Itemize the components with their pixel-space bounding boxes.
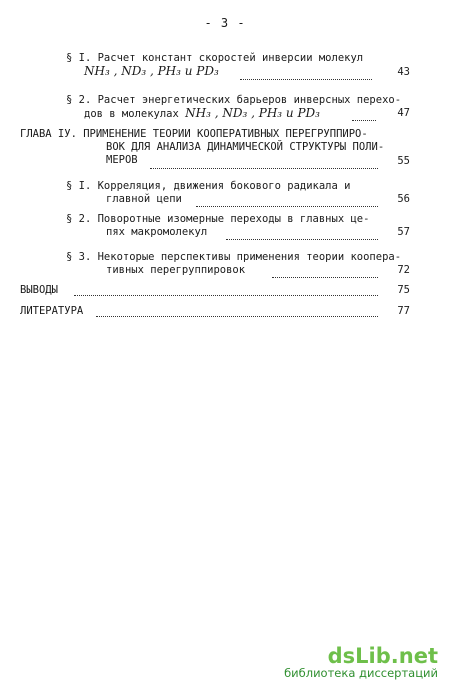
toc-entry-text: § 2. Поворотные изомерные переходы в главных це- [66,213,370,225]
toc-entry-text: § 2. Расчет энергетических барьеров инверсных перехо- [66,94,402,106]
toc-page-number: 56 [397,193,410,205]
toc-page-number: 57 [397,226,410,238]
toc-leader-dots [240,71,372,80]
toc-leader-dots [196,198,378,207]
toc-entry-formula: NH₃ , ND₃ , PH₃ и PD₃ [185,106,320,120]
toc-page-number: 77 [397,305,410,317]
toc-leader-dots [272,269,378,278]
toc-leader-dots [150,160,378,169]
toc-entry-section-2-energy-barriers [66,94,401,120]
toc-entry-text: ГЛАВА IУ. ПРИМЕНЕНИЕ ТЕОРИИ КООПЕРАТИВНЫХ ПЕРЕГРУППИРО- [20,128,368,140]
toc-entry-text: § 3. Некоторые перспективы применения теории коопера- [66,251,402,263]
toc-entry-text: ЛИТЕРАТУРА [20,305,84,317]
page-number: - 3 - [204,16,246,30]
toc-entry-text [66,107,401,120]
toc-entry-references [20,305,83,318]
toc-entry-text: § I. Расчет констант скоростей инверсии молекул [66,52,364,64]
toc-leader-dots [96,308,378,317]
toc-entry-text: пях макромолекул [106,226,208,238]
toc-entry-text-prefix: дов в молекулах [84,108,179,120]
watermark-subtitle: библиотека диссертаций [284,666,438,680]
toc-entry-text: тивных перегруппировок [106,264,246,276]
watermark [284,644,438,680]
toc-entry-conclusions [20,284,58,297]
toc-page-number: 47 [397,107,410,119]
toc-entry-text: § I. Корреляция, движения бокового радикала и [66,180,351,192]
toc-entry-text: МЕРОВ [106,154,138,166]
toc-entry-text: ВОК ДЛЯ АНАЛИЗА ДИНАМИЧЕСКОЙ СТРУКТУРЫ ПОЛИ- [106,141,385,153]
toc-leader-dots [226,231,378,240]
toc-page-number: 72 [397,264,410,276]
toc-page-number: 75 [397,284,410,296]
toc-entry-text: ВЫВОДЫ [20,284,58,296]
watermark-logo: dsLib.net [327,644,438,668]
toc-page-number: 43 [397,66,410,78]
toc-page-number: 55 [397,155,410,167]
toc-entry-text: главной цепи [106,193,182,205]
toc-leader-dots [74,287,378,296]
toc-entry-formula: NH₃ , ND₃ , PH₃ и PD₃ [84,64,219,78]
toc-leader-dots [352,112,376,121]
